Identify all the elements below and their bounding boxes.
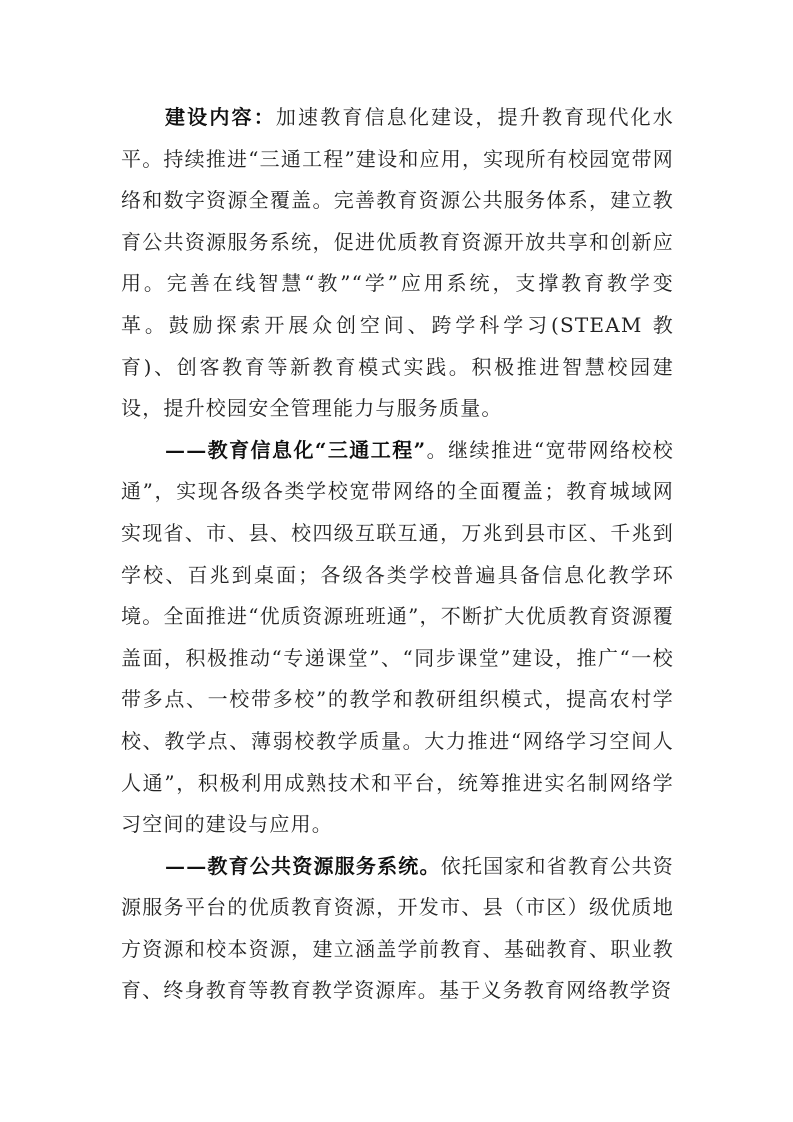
paragraph-heading: ——教育公共资源服务系统。 [165,853,441,878]
paragraph-heading: 建设内容： [165,105,276,129]
paragraph-body: 。继续推进“宽带网络校校通”，实现各级各类学校宽带网络的全面覆盖；教育城域网实现省、市、县、校四级互联互通，万兆到县市区、千兆到学校、百兆到桌面；各级各类学校普遍具备信息化教学环境。全面推进“优质资源班班通”，不断扩大优质教育资源覆盖面，积极推动“专递课堂”、“同步课堂”建设，推广“一校带多点、一校带多校”的教学和教研组织模式，提高农村学校、教学点、薄弱校教学质量。大力推进“网络学习空间人人通”，积极利用成熟技术和平台，统筹推进实名制网络学习空间的建设与应用。 [121,437,675,837]
document-page [121,97,674,1012]
paragraph-three-links-project [121,430,674,846]
paragraph-body: 加速教育信息化建设，提升教育现代化水平。持续推进“三通工程”建设和应用，实现所有校园宽带网络和数字资源全覆盖。完善教育资源公共服务体系，建立教育公共资源服务系统，促进优质教育资源开放共享和创新应用。完善在线智慧“教”“学”应用系统，支撑教育教学变革。鼓励探索开展众创空间、跨学科学习(STEAM 教育)、创客教育等新教育模式实践。积极推进智慧校园建设，提升校园安全管理能力与服务质量。 [121,105,675,421]
paragraph-body: 依托国家和省教育公共资源服务平台的优质教育资源，开发市、县（市区）级优质地方资源和校本资源，建立涵盖学前教育、基础教育、职业教育、终身教育等教育教学资源库。基于义务教育网络教学资 [121,853,674,1003]
paragraph-construction-content [121,97,674,430]
paragraph-heading: ——教育信息化“三通工程” [165,437,427,462]
paragraph-public-resource-system [121,846,674,1012]
